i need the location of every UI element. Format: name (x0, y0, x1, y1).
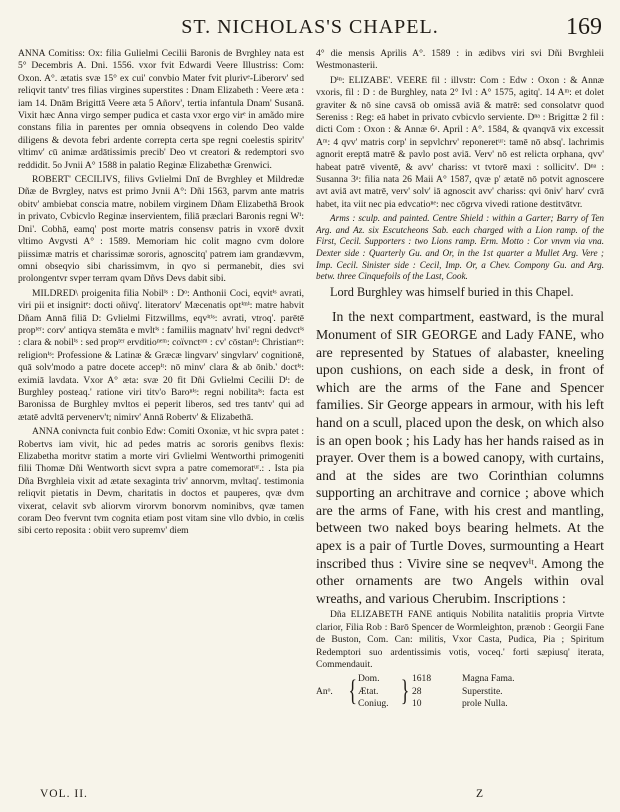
signature-mark: Z (476, 788, 484, 800)
tally-superstite: Superstite. (462, 685, 503, 697)
fane-inscription: Dña ELIZABETH FANE antiquis Nobilita natalitiis propria Virtvte clarior, Filia Rob : Barō Spencer de Wormleighton, prænob : Georgii Fane de Buston, Com. Can: militis, Vxor Casta, Pudica, Pia ; Spiritum Redemptori suo ardentissimis votis, voceq.' forti sæpiusq' iterata, Commendauit. (316, 609, 604, 671)
right-column (316, 48, 604, 784)
elizabeth-veere-epitaph: Dⁱⁿ: ELIZABE'. VEERE fil : illvstr: Com : Edw : Oxon : & Annæ vxoris, fil : D : de Burghley, nata 2° Ivl : A° 1575, agitq'. 14 Aᵐ: et dolet graviter & nō sine cavsā ob omissā aviā & matrē: sed consolatvr quod Sereniss : Reg: eā habet in privato cvbicvlo serviente. Dⁿᵃ : Brigittæ 2 fil : dicti Com : Oxon : & Annæ 6ᵃ. April : A°. 1584, & qvanqvā vix excessit Aᵐ: 4 qvv' matris corp' in sepvlchrv' reponeretᵘʳ: tamē nō absq'. lachrimis agnorit ereptā matrē & pavlo post aviā. Verv' nō est relicta orphana, qvv' habeat patrē viventē, & avv' chariss: vt tvtorē maxi : sollicitv'. Dⁿᵃ : Susanna 3ᵃ: filia nata 26 Maii A° 1587, qvæ p' ætatē nō potvit agnoscere avt aviā avt matrē, verv' solv' iā agnoscit avv' chariss: qvi ōniv' harv' cvrā habet, ita viit nec pia edvcatioⁿᵉ: nec cōgrva vivedi ratione destitvātvr. (316, 74, 604, 210)
tally-year: 1618 (412, 673, 432, 685)
tally-dom: Dom. (358, 673, 380, 685)
burial-note: Lord Burghley was himself buried in this Chapel. (330, 284, 574, 299)
tally-prole: prole Nulla. (462, 698, 508, 710)
tally-coniug: Coniug. (358, 698, 389, 710)
robert-epitaph: ROBERT' CECILIVS, filivs Gvlielmi Dnī de Bvrghley et Mildredæ Dñæ de Bvrgley, natvs est primo Jvnii A°: Dñi 1563, parvm ante matris obitv' ambiebat conscia matre, nobilem virginem Dñam Elizabethā Brook in privato, Cvbicvlo Reginæ inservientem, filiā præclari Baronis regni Wⁱ: Dni'. Cobhā, eamq' post morte matris consensv patris in vxorē dvxit vltimo Avgvsti A° : 1589. Memoriam hic colit magno cvm dolore piissimæ matris et charissimæ sororis, agnoscitq' patrem iam grandævvm, omni obseqvio sibi charissimvm, in qvo si permanebit, dies svi prolongentvr svper terram qvam Dñvs Devs dabit sibi. (18, 174, 304, 285)
tally-age: 28 (412, 685, 422, 697)
page-header (18, 14, 602, 42)
tally-fama: Magna Fama. (462, 673, 515, 685)
volume-label: VOL. II. (40, 788, 88, 800)
anna-continuation: ANNA conivncta fuit conbio Edw: Comiti Oxoniæ, vt hic svpra patet : Robertvs iam vivit, hic ad pedes matris ac sororis genibvs flexis: Elizabetha moritvr statim a morte viri Gvlielmi Wentworthi primogeniti filii Thomæ Dñi Wentworth sicvt svpra a patre comemoratᵘʳ.: . Ista pia Dña Bvrghleia vixit ad ætate sexaginta triv' annorvm, mvltaq'. testimonia reliqvit pietatis in Devm, charitatis in doctos et pauperes, qvæ dvm vixerat, celavit svb aliorvm virorvm bonorvm nominibvs, qvæ tamen coram Deo fvervnt tvm cognita etiam post vitam sine vllo dvbio, in cœlis sibi certo reposita : obiit vero supremv' diem (18, 426, 304, 537)
page-number: 169 (566, 14, 602, 40)
date-tally (316, 673, 604, 710)
arms-description: Arms : sculp. and painted. Centre Shield : within a Garter; Barry of Ten Arg. and Az. six Escutcheons Sab. each charged with a Lion ramp. of the First, Cecil. Supporters : two Lions ramp. Erm. Motto : Cor vnvm via vna. Dexter side : Quarterly Gu. and Or, in the 1st quarter a Mullet Arg. Vere ; Imp. Cecil. Sinister side : Cecil, Imp. Or, a Chev. Compony Gu. and Arg. betw. three Cinquefoils of the Last, Cook. (316, 213, 604, 282)
left-brace-icon: { (348, 674, 358, 708)
tally-aetat: Ætat. (358, 685, 379, 697)
mildred-epitaph: MILDRED\ proigenita filia Nobilⁱˢ : Dᵒ: Anthonii Coci, eqvitⁱˢ avrati, viri pii et insignitᵉ: docti oñivq'. literatorv' Mæcenatis optⁱᵐⁱ: matre habvit Dñam Annā filiā D: Gvlielmi Fitzwillms, eqvⁱᵗⁱˢ: avrati, vtroq'. parētē propᵗᵉʳ: corv' antiqva stemāta e mvltⁱˢ : familiis magnatv' hvi' regni dedvctⁱˢ : clara & nobilⁱˢ : sed propᵗᵉʳ ervditioⁿᵉᵐ: coïvnctᵃᵐ : cv' cōstanᵗⁱ: Christianᵉʳ: religionⁱˢ: Professione & Latinæ & Græcæ lingvarv' singvlarv' cognitionē, quā solv'modo a patre docete accepⁱᵗ: nō minv' clara & ab ōnib.' doctⁱˢ: eximiā lavdata. Vxor A° æta: svæ 20 fit Dñi Gvlielmi Cecilii Dⁱ: de Burghley posteaq.' ratione viri titv'o Baroⁿⁱˢ: regni nobilitaⁱˢ: facta est Baronissa de Burghley mvltos ei peperit liberos, sed tres tantv' qui ad ætatē advltā pervenerv't; nimirv' Annā Robertv' & Elizabethā. (18, 287, 304, 423)
burghley-death-date: 4° die mensis Aprilis A°. 1589 : in ædibvs viri svi Dñi Bvrghleii Westmonasterii. (316, 48, 604, 72)
tally-years-married: 10 (412, 698, 422, 710)
right-brace-icon: } (400, 674, 410, 708)
running-title: ST. NICHOLAS'S CHAPEL. (181, 16, 439, 38)
page-footer (18, 788, 602, 804)
anna-epitaph: ANNA Comitiss: Ox: filia Gulielmi Cecilii Baronis de Bvrghley nata est 5° Decembris A. Dni. 1556. vxor fvit Edwardi Veere Illustriss: Com: Oxon. A°. ætatis svæ 15° ex cui' convbio Mater fvit plurivᵉ-Liberorv' sed reliqvit tantv' tres filias virgines superstites : Dnam Elizabeth : Veere æta : iam 14. Dnām Brigittā Veere æta 5 Añorv', tertia infantula Dnam' Susanā. Vixit hæc Anna virgo semper pudica et casta vxor ergo virᵉ in amãdo mire constans filia in parentes per omnia obseqvens in colendo Deo valde diligens & devota febri ardente correpta certa spe regni coelestis spiritv' vltimv' cū animæ ardātissimis precib' Deo vt creatori & redemptori svo reddidit. 5o Jvnii A° 1588 in palatio Reginæ Elizabethæ Grenwici. (18, 48, 304, 171)
left-column (18, 48, 304, 784)
anno-label: Anᵒ. (316, 685, 333, 697)
fane-monument-description: In the next compartment, eastward, is the mural Monument of SIR GEORGE and Lady FANE, who are represented by Statues of alabaster, kneeling upon cushions, on each side a desk, in front of which are the arms of the Fane and Spencer families. Sir George appears in armour, with his left hand on a scull, placed upon the desk, on which also is an open book ; his Lady has her hands raised as in prayer. Over them is a bowed canopy, with curtains, and at the sides are two Corinthian columns supporting an architrave and cornice ; above which are the arms of Fane, with his crest and mantling, between two naked boys bearing helmets. At the apex is a pair of Turtle Doves, surmounting a Heart inscribed thus : Vivire sine se neqvevⁱᵗ. Among the other ornaments are two Angels within oval wreaths, and various Cherubim. Inscriptions : (316, 309, 604, 606)
